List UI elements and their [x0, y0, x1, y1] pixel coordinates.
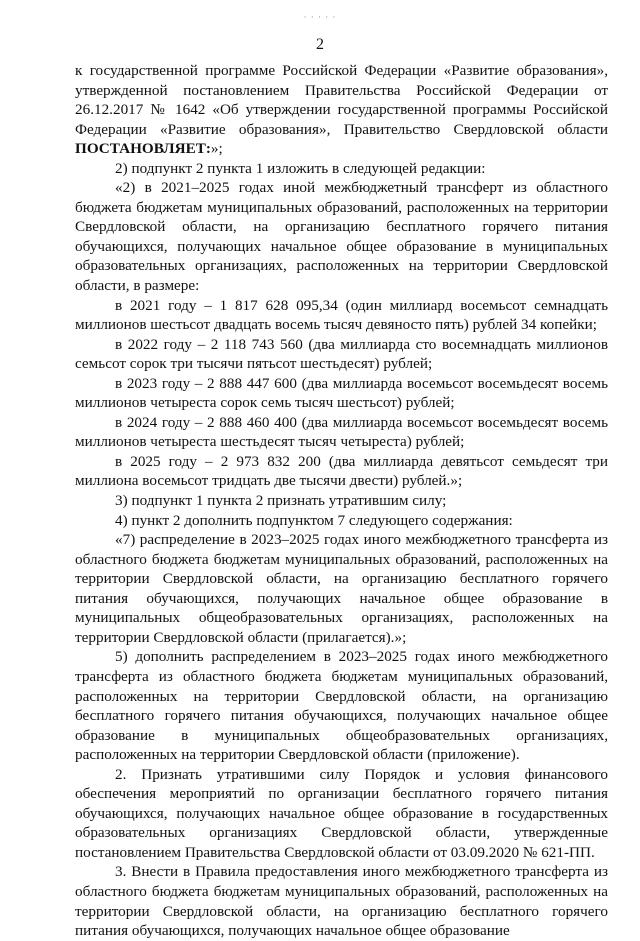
paragraph-intro-tail: »; — [210, 140, 223, 158]
paragraph-amount-2021: в 2021 году – 1 817 628 095,34 (один миллиард восемьсот семнадцать миллионов шестьсот двадцать восемь тысяч девяносто пять) рублей 34 копейки; — [75, 296, 608, 334]
paragraph-subitem-2-text: «2) в 2021–2025 годах иной межбюджетный трансферт из областного бюджета бюджетам муниципальных образований, расположенных на территории Свердловской области, на организацию бесплатного горячего питания обучающихся, получающих начальное общее образование в муниципальных образовательных организациях, расположенных на территории Свердловской области, в размере: — [75, 179, 608, 295]
paragraph-amount-2024: в 2024 году – 2 888 460 400 (два миллиарда восемьсот восемьдесят восемь миллионов четыреста шестьдесят тысяч четыреста) рублей; — [75, 413, 608, 451]
paragraph-amount-2025: в 2025 году – 2 973 832 200 (два миллиарда девятьсот семьдесят три миллиона восемьсот тридцать две тысячи двести) рублей.»; — [75, 452, 608, 490]
paragraph-amount-2022: в 2022 году – 2 118 743 560 (два миллиарда сто восемнадцать миллионов семьсот сорок три тысячи пятьсот шестьдесят) рублей; — [75, 335, 608, 373]
paragraph-item-2: 2. Признать утратившими силу Порядок и условия финансового обеспечения мероприятий по организации бесплатного горячего питания обучающихся, получающих начальное общее образование в государственных образовательных организациях Свердловской области, утвержденные постановлением Правительства Свердловской области от 03.09.2020 № 621-ПП. — [75, 765, 608, 861]
paragraph-subitem-5: 5) дополнить распределением в 2023–2025 годах иного межбюджетного трансферта из областного бюджета бюджетам муниципальных образований, расположенных на территории Свердловской области, на организацию бесплатного горячего питания обучающихся, получающих начальное общее образование в муниципальных общеобразовательных организациях, расположенных на территории Свердловской области (приложение). — [75, 648, 608, 764]
paragraph-intro — [75, 61, 608, 159]
paragraph-subitem-4: 4) пункт 2 дополнить подпунктом 7 следующего содержания: — [115, 511, 513, 529]
paragraph-intro-text: к государственной программе Российской Федерации «Развитие образования», утвержденной постановлением Правительства Российской Федерации от 26.12.2017 № 1642 «Об утверждении государственной программы Российской Федерации «Развитие образования», Правительство Свердловской области — [75, 62, 608, 138]
paragraph-subitem-7-text: «7) распределение в 2023–2025 годах иного межбюджетного трансферта из областного бюджета бюджетам муниципальных образований, расположенных на территории Свердловской области, на организацию бесплатного горячего питания обучающихся, получающих начальное общее образование в муниципальных общеобразовательных организациях, расположенных на территории Свердловской области (прилагается).»; — [75, 531, 608, 646]
scan-artifact: · · · · · — [303, 12, 337, 22]
paragraph-subitem-3: 3) подпункт 1 пункта 2 признать утратившим силу; — [115, 492, 447, 510]
paragraph-subitem-2-intro: 2) подпункт 2 пункта 1 изложить в следующей редакции: — [115, 159, 486, 177]
paragraph-item-3: 3. Внести в Правила предоставления иного межбюджетного трансферта из областного бюджета бюджетам муниципальных образований, расположенных на территории Свердловской области, на организацию бесплатного горячего питания обучающихся, получающих начальное общее образование — [75, 863, 608, 940]
document-body — [75, 61, 608, 941]
page-number: 2 — [316, 36, 324, 53]
paragraph-amount-2023: в 2023 году – 2 888 447 600 (два миллиарда восемьсот восемьдесят восемь миллионов четыреста сорок семь тысяч шестьсот) рублей; — [75, 374, 608, 412]
postanovlyaet-keyword: ПОСТАНОВЛЯЕТ: — [75, 140, 211, 158]
